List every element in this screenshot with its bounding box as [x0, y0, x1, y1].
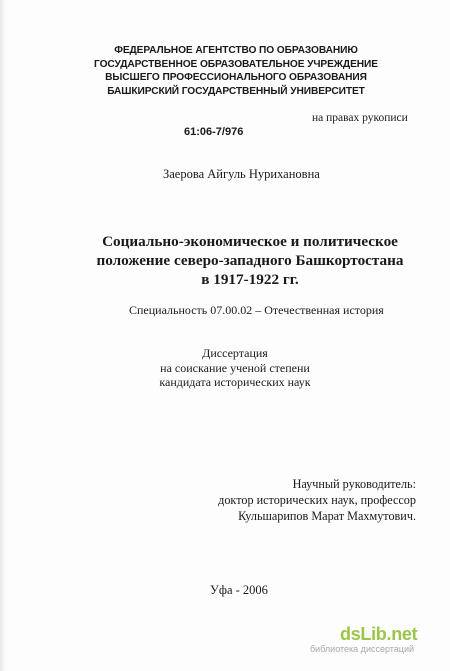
degree-line: на соискание ученой степени	[160, 360, 310, 375]
dissertation-title	[80, 232, 420, 289]
institution-line: ГОСУДАРСТВЕННОЕ ОБРАЗОВАТЕЛЬНОЕ УЧРЕЖДЕНИЕ	[94, 58, 378, 70]
watermark-logo: dsLib.net	[340, 624, 418, 644]
title-line: Социально-экономическое и политическое	[102, 233, 398, 250]
institution-line: ВЫСШЕГО ПРОФЕССИОНАЛЬНОГО ОБРАЗОВАНИЯ	[105, 72, 367, 84]
title-line: положение северо-западного Башкортостана	[96, 252, 404, 269]
supervisor-line: Кульшарипов Марат Махмутович.	[238, 509, 416, 523]
degree-line: кандидата исторических наук	[159, 375, 311, 389]
title-line: в 1917-1922 гг.	[201, 271, 299, 288]
supervisor-block	[200, 476, 416, 524]
author-name: Заерова Айгуль Нурихановна	[163, 167, 320, 181]
city-year: Уфа - 2006	[210, 583, 268, 597]
scan-edge-shadow	[0, 0, 6, 671]
specialty-line: Специальность 07.00.02 – Отечественная история	[129, 303, 384, 317]
institution-line: БАШКИРСКИЙ ГОСУДАРСТВЕННЫЙ УНИВЕРСИТЕТ	[107, 85, 365, 97]
dslib-watermark	[310, 624, 448, 655]
degree-statement	[150, 346, 320, 390]
supervisor-line: доктор исторических наук, профессор	[218, 493, 416, 507]
institution-header	[80, 44, 392, 98]
watermark-subtitle: библиотека диссертаций	[310, 644, 415, 654]
supervisor-line: Научный руководитель:	[292, 477, 416, 491]
catalog-code: 61:06-7/976	[184, 126, 244, 138]
rights-note: на правах рукописи	[312, 112, 408, 124]
degree-line: Диссертация	[202, 346, 268, 360]
institution-line: ФЕДЕРАЛЬНОЕ АГЕНТСТВО ПО ОБРАЗОВАНИЮ	[114, 45, 358, 56]
